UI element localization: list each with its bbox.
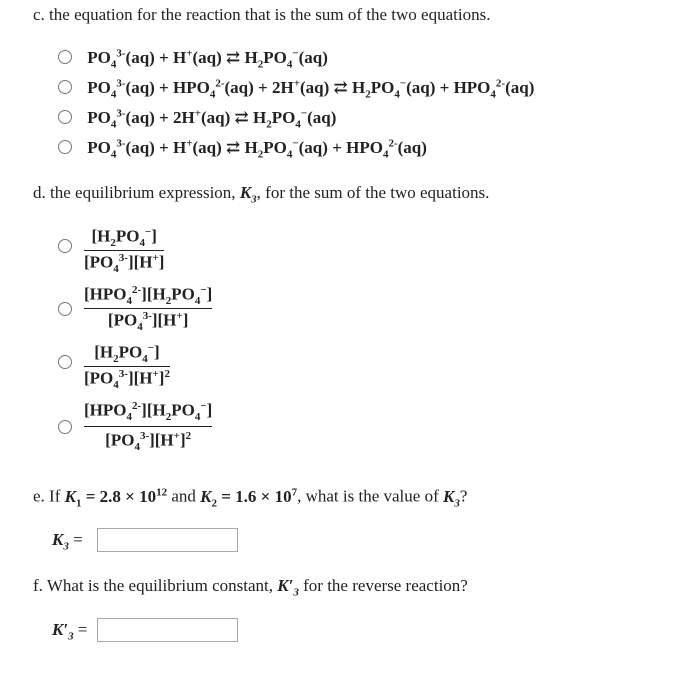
k2-value: $K_2 = 1.6 \times 10^7$ xyxy=(200,486,298,510)
part-d-prefix: d. the equilibrium expression, xyxy=(33,183,236,202)
part-c-question: c. the equation for the reaction that is the sum of the two equations. xyxy=(33,5,491,24)
part-e-and: and xyxy=(171,486,196,506)
k3-variable: $K_3$ xyxy=(443,486,460,510)
equation-text: $PO_4^{3-}(aq) + H^+(aq)$ ⇄ $H_2PO_4^-(aq)$ xyxy=(87,47,328,71)
radio-button[interactable] xyxy=(58,50,72,64)
k3-answer-label: $K_3$ = xyxy=(52,530,83,553)
part-d-question xyxy=(33,183,489,205)
fraction-expression: $[HPO_4^{2-}][H_2PO_4^-]$ $[PO_4^{3-}][H^+]^2$ xyxy=(84,400,213,454)
radio-button[interactable] xyxy=(58,140,72,154)
part-c-option-2[interactable] xyxy=(58,77,534,100)
equation-text: $PO_4^{3-}(aq) + HPO_4^{2-}(aq) + 2H^+(aq)$ ⇄ $H_2PO_4^-(aq) + HPO_4^{2-}(aq)$ xyxy=(87,77,535,101)
radio-button[interactable] xyxy=(58,355,72,369)
equation-text: $PO_4^{3-}(aq) + 2H^+(aq)$ ⇄ $H_2PO_4^-(aq)$ xyxy=(87,107,337,131)
radio-button[interactable] xyxy=(58,80,72,94)
part-f-suffix: for the reverse reaction? xyxy=(303,576,468,595)
fraction-expression: $[H_2PO_4^-]$ $[PO_4^{3-}][H^+]$ xyxy=(84,226,165,276)
fraction-expression: $[H_2PO_4^-]$ $[PO_4^{3-}][H^+]^2$ xyxy=(84,342,170,392)
part-f-prefix: f. What is the equilibrium constant, xyxy=(33,576,274,595)
equation-text: $PO_4^{3-}(aq) + H^+(aq)$ ⇄ $H_2PO_4^-(aq) + HPO_4^{2-}(aq)$ xyxy=(87,137,427,161)
radio-button[interactable] xyxy=(58,420,72,434)
k3-answer-input[interactable] xyxy=(97,528,238,552)
part-c-option-3[interactable] xyxy=(58,107,336,130)
k3-prime-variable: $K'_3$ xyxy=(277,576,299,599)
k3-prime-answer-label: $K'_3$ = xyxy=(52,620,88,643)
radio-button[interactable] xyxy=(58,110,72,124)
part-f-question xyxy=(33,576,468,598)
part-c-option-1[interactable] xyxy=(58,47,328,70)
part-e-suffix: , what is the value of xyxy=(297,486,439,506)
k3-variable: $K_3$ xyxy=(239,183,257,206)
part-d-suffix: , for the sum of the two equations. xyxy=(256,183,490,202)
k3-prime-answer-input[interactable] xyxy=(97,618,238,642)
radio-button[interactable] xyxy=(58,302,72,316)
radio-button[interactable] xyxy=(58,239,72,253)
fraction-expression: $[HPO_4^{2-}][H_2PO_4^-]$ $[PO_4^{3-}][H^+]$ xyxy=(84,284,213,334)
part-e-question-mark: ? xyxy=(459,486,468,506)
part-c-option-4[interactable] xyxy=(58,137,427,160)
k1-value: $K_1 = 2.8 \times 10^{12}$ xyxy=(64,486,168,510)
part-e-prefix: e. If xyxy=(33,486,61,506)
part-e-question xyxy=(33,486,467,509)
